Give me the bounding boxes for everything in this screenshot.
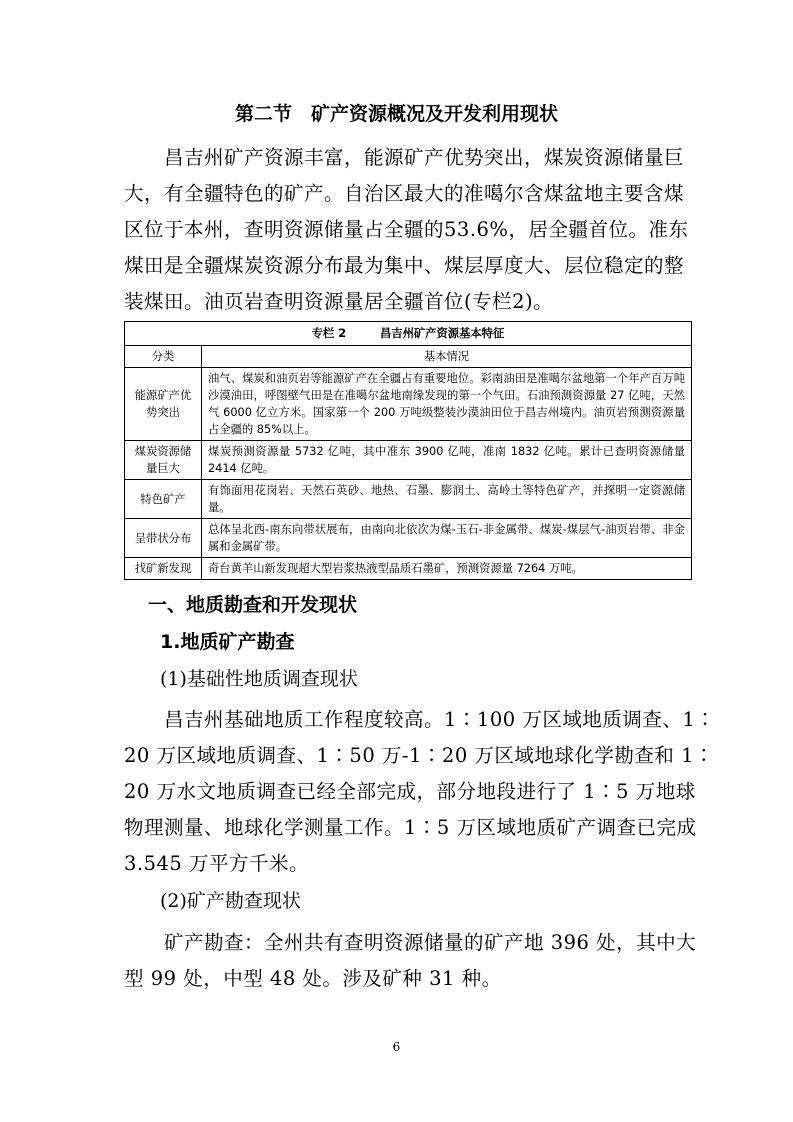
exploration-line: 矿产勘查：全州共有查明资源储量的矿产地 396 处，其中大 xyxy=(124,931,697,954)
table-row xyxy=(125,441,692,480)
page-number: 6 xyxy=(392,1040,401,1054)
row-category: 呈带状分布 xyxy=(125,519,202,558)
row-category: 能源矿产优势突出 xyxy=(125,368,202,441)
row-category: 特色矿产 xyxy=(125,480,202,519)
intro-line: 装煤田。油页岩查明资源量居全疆首位(专栏2)。 xyxy=(124,290,554,313)
table-row xyxy=(125,519,692,558)
exploration-paragraph xyxy=(124,925,700,997)
row-desc: 奇台黄羊山新发现超大型岩浆热液型晶质石墨矿，预测资源量 7264 万吨。 xyxy=(202,558,692,580)
intro-paragraph xyxy=(124,140,700,320)
intro-line: 大，有全疆特色的矿产。自治区最大的准噶尔含煤盆地主要含煤 xyxy=(124,182,685,205)
header-desc: 基本情况 xyxy=(202,346,692,368)
box-caption: 专栏 2 昌吉州矿产资源基本特征 xyxy=(125,322,692,346)
row-category: 煤炭资源储量巨大 xyxy=(125,441,202,480)
row-category: 找矿新发现 xyxy=(125,558,202,580)
intro-line: 区位于本州，查明资源储量占全疆的53.6%，居全疆首位。准东 xyxy=(124,218,689,241)
survey-paragraph xyxy=(124,702,716,882)
row-desc: 有饰面用花岗岩、天然石英砂、地热、石墨、膨润土、高岭土等特色矿产，并探明一定资源储量。 xyxy=(202,480,692,519)
survey-line: 物理测量、地球化学测量工作。1∶5 万区域地质矿产调查已完成 xyxy=(124,816,697,839)
heading-level-1: 一、地质勘查和开发现状 xyxy=(148,594,358,616)
subheading-mineral-exploration: (2)矿产勘查现状 xyxy=(160,890,301,912)
row-desc: 油气、煤炭和油页岩等能源矿产在全疆占有重要地位。彩南油田是准噶尔盆地第一个年产百万吨沙漠油田，呼图壁气田是在准噶尔盆地南缘发现的第一个气田。石油预测资源量 27 亿吨，天然气 6000 亿立方米。国家第一个 200 万吨级整装沙漠油田位于昌吉州境内。油页岩预测资源量占全疆的 85%以上。 xyxy=(202,368,692,441)
row-desc: 煤炭预测资源量 5732 亿吨，其中准东 3900 亿吨，准南 1832 亿吨。累计已查明资源储量 2414 亿吨。 xyxy=(202,441,692,480)
survey-line: 20 万区域地质调查、1∶50 万-1∶20 万区域地球化学勘查和 1∶ xyxy=(124,744,715,767)
heading-level-2: 1.地质矿产勘查 xyxy=(160,631,295,653)
section-title: 第二节 矿产资源概况及开发利用现状 xyxy=(234,103,558,125)
feature-box-table xyxy=(124,321,692,580)
table-row xyxy=(125,558,692,580)
intro-line: 昌吉州矿产资源丰富，能源矿产优势突出，煤炭资源储量巨 xyxy=(124,146,685,169)
survey-line: 20 万水文地质调查已经全部完成，部分地段进行了 1∶5 万地球 xyxy=(124,780,696,803)
table-row xyxy=(125,480,692,519)
survey-line: 昌吉州基础地质工作程度较高。1∶100 万区域地质调查、1∶ xyxy=(124,708,716,731)
survey-line: 3.545 万平方千米。 xyxy=(124,852,310,875)
subheading-basic-survey: (1)基础性地质调查现状 xyxy=(160,668,358,690)
header-category: 分类 xyxy=(125,346,202,368)
intro-line: 煤田是全疆煤炭资源分布最为集中、煤层厚度大、层位稳定的整 xyxy=(124,254,685,277)
exploration-line: 型 99 处，中型 48 处。涉及矿种 31 种。 xyxy=(124,967,502,990)
row-desc: 总体呈北西-南东向带状展布，由南向北依次为煤-玉石-非金属带、煤炭-煤层气-油页岩带、非金属和金属矿带。 xyxy=(202,519,692,558)
table-row xyxy=(125,368,692,441)
